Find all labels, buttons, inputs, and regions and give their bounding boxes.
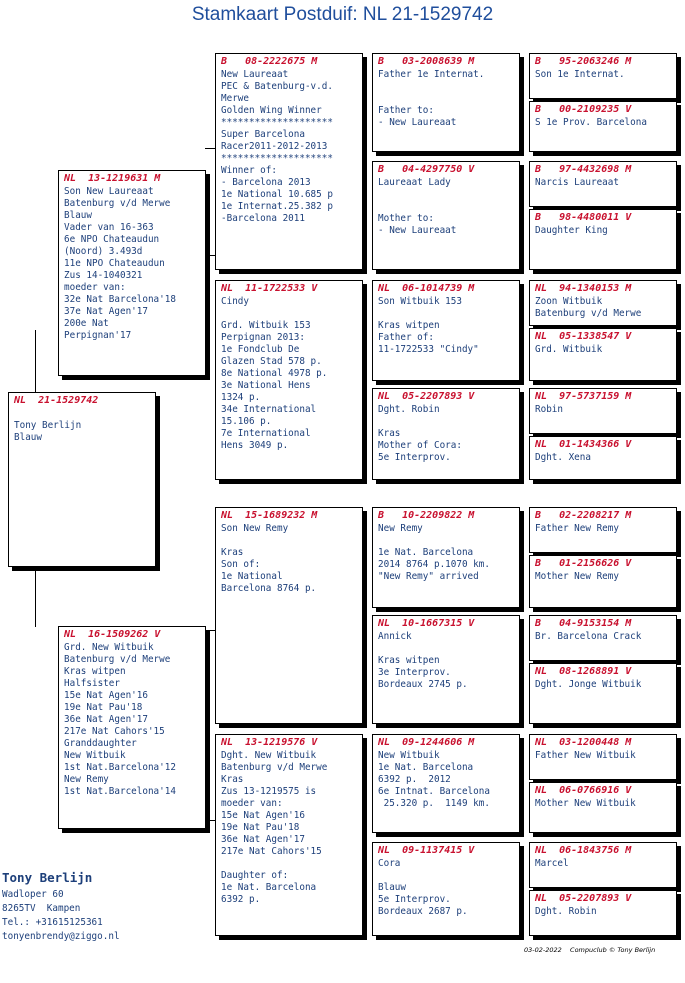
page-title: Stamkaart Postduif: NL 21-1529742 — [191, 4, 494, 25]
pigeon-details: Cora Blauw 5e Interprov. Bordeaux 2687 p. — [378, 858, 468, 917]
connector-line — [205, 148, 215, 149]
pigeon-details: Zoon Witbuik Batenburg v/d Merwe — [535, 296, 642, 319]
ring-number: B 00-2109235 V — [535, 104, 632, 115]
pedigree-box-sire-sire — [215, 53, 363, 270]
pedigree-box-g8 — [529, 436, 677, 480]
pedigree-box-g2 — [529, 101, 677, 152]
footer-credit: 03-02-2022 Compuclub © Tony Berlijn — [524, 946, 656, 954]
owner-street: Wadloper 60 — [2, 889, 64, 900]
pigeon-details: Mother New Witbuik — [535, 798, 636, 809]
pigeon-details: Father New Remy — [535, 523, 619, 534]
pigeon-details: New Witbuik 1e Nat. Barcelona 6392 p. 2012 6e Intnat. Barcelona 25.320 p. 1149 km. — [378, 750, 490, 809]
ring-number: NL 13-1219631 M — [64, 173, 161, 184]
pedigree-box-sire-dam — [215, 280, 363, 480]
ring-number: B 98-4480011 V — [535, 212, 632, 223]
pigeon-details: Robin — [535, 404, 563, 415]
pedigree-box-ddd — [372, 842, 520, 936]
pigeon-details: Son Witbuik 153 Kras witpen Father of: 11-1722533 "Cindy" — [378, 296, 479, 355]
pigeon-details: Grd. Witbuik — [535, 344, 603, 355]
ring-number: B 95-2063246 M — [535, 56, 632, 67]
pigeon-details: Tony Berlijn Blauw — [14, 420, 82, 443]
ring-number: B 03-2008639 M — [378, 56, 475, 67]
pedigree-box-g1 — [529, 53, 677, 99]
pigeon-details: Narcis Laureaat — [535, 177, 619, 188]
pedigree-box-ssd — [372, 161, 520, 270]
ring-number: NL 21-1529742 — [14, 395, 99, 406]
owner-name: Tony Berlijn — [2, 870, 93, 885]
ring-number: NL 08-1268891 V — [535, 666, 632, 677]
pigeon-details: Annick Kras witpen 3e Interprov. Bordeaux 2745 p. — [378, 631, 468, 690]
ring-number: NL 06-0766916 V — [535, 785, 632, 796]
ring-number: B 10-2209822 M — [378, 510, 475, 521]
pedigree-box-g10 — [529, 555, 677, 608]
connector-line — [205, 255, 215, 256]
ring-number: NL 05-1338547 V — [535, 331, 632, 342]
pedigree-box-sss — [372, 53, 520, 152]
connector-line — [205, 820, 215, 821]
pigeon-details: Son New Laureaat Batenburg v/d Merwe Blauw Vader van 16-363 6e NPO Chateaudun (Noord) 3.493d 11e NPO Chateaudun Zus 14-1040321 moeder van: 32e Nat Barcelona'18 37e Nat Agen'17 200e Nat Perpignan'17 — [64, 186, 176, 341]
ring-number: B 01-2156626 V — [535, 558, 632, 569]
ring-number: NL 05-2207893 V — [535, 893, 632, 904]
pigeon-details: Son New Remy Kras Son of: 1e National Barcelona 8764 p. — [221, 523, 317, 594]
pedigree-box-g12 — [529, 663, 677, 724]
pigeon-details: Father New Witbuik — [535, 750, 636, 761]
ring-number: NL 06-1843756 M — [535, 845, 632, 856]
pigeon-details: Grd. New Witbuik Batenburg v/d Merwe Kras witpen Halfsister 15e Nat Agen'16 19e Nat Pau'18 36e Nat Agen'17 217e Nat Cahors'15 Granddaughter New Witbuik 1st Nat.Barcelona'12 New Remy 1st Nat.Barcelona'14 — [64, 642, 176, 797]
owner-phone: Tel.: +31615125361 — [2, 917, 103, 928]
owner-city: 8265TV Kampen — [2, 903, 81, 914]
pedigree-box-dds — [372, 734, 520, 833]
pedigree-box-dam-sire — [215, 507, 363, 724]
ring-number: NL 11-1722533 V — [221, 283, 318, 294]
pedigree-box-g5 — [529, 280, 677, 326]
connector-line — [35, 330, 36, 393]
ring-number: NL 03-1200448 M — [535, 737, 632, 748]
pedigree-box-dsd — [372, 615, 520, 724]
ring-number: NL 94-1340153 M — [535, 283, 632, 294]
pedigree-box-sdd — [372, 388, 520, 480]
ring-number: NL 97-5737159 M — [535, 391, 632, 402]
ring-number: NL 16-1509262 V — [64, 629, 161, 640]
owner-email: tonyenbrendy@ziggo.nl — [2, 931, 120, 942]
ring-number: NL 05-2207893 V — [378, 391, 475, 402]
pigeon-details: Dght. Xena — [535, 452, 591, 463]
pedigree-box-g7 — [529, 388, 677, 434]
connector-line — [35, 565, 36, 627]
pedigree-box-sds — [372, 280, 520, 381]
pedigree-box-g11 — [529, 615, 677, 661]
pedigree-box-g4 — [529, 209, 677, 270]
connector-line — [205, 630, 215, 631]
ring-number: NL 15-1689232 M — [221, 510, 318, 521]
pigeon-details: Cindy Grd. Witbuik 153 Perpignan 2013: 1e Fondclub De Glazen Stad 578 p. 8e National 4978 p. 3e National Hens 1324 p. 34e International 15.106 p. 7e International Hens 3049 p. — [221, 296, 328, 451]
pigeon-details: Mother New Remy — [535, 571, 619, 582]
pigeon-details: New Laureaat PEC & Batenburg-v.d. Merwe Golden Wing Winner ******************** Super Barcelona Racer2011-2012-2013 ******************** Winner of: - Barcelona 2013 1e National 10.685 p 1e Internat.25.382 p -Barcelona 2011 — [221, 69, 333, 224]
ring-number: B 08-2222675 M — [221, 56, 318, 67]
pedigree-box-dss — [372, 507, 520, 608]
pedigree-box-g16 — [529, 890, 677, 936]
ring-number: NL 06-1014739 M — [378, 283, 475, 294]
pigeon-details: Dght. Robin Kras Mother of Cora: 5e Interprov. — [378, 404, 462, 463]
pedigree-box-g14 — [529, 782, 677, 833]
pedigree-box-g3 — [529, 161, 677, 207]
ring-number: B 02-2208217 M — [535, 510, 632, 521]
ring-number: NL 01-1434366 V — [535, 439, 632, 450]
pigeon-details: Dght. Robin — [535, 906, 597, 917]
pigeon-details: New Remy 1e Nat. Barcelona 2014 8764 p.1070 km. "New Remy" arrived — [378, 523, 490, 582]
pigeon-details: Marcel — [535, 858, 569, 869]
pigeon-details: Son 1e Internat. — [535, 69, 625, 80]
pedigree-box-g6 — [529, 328, 677, 381]
pigeon-details: Laureaat Lady Mother to: - New Laureaat — [378, 177, 457, 236]
pigeon-details: Daughter King — [535, 225, 608, 236]
ring-number: NL 10-1667315 V — [378, 618, 475, 629]
ring-number: NL 13-1219576 V — [221, 737, 318, 748]
ring-number: B 97-4432698 M — [535, 164, 632, 175]
ring-number: NL 09-1137415 V — [378, 845, 475, 856]
pigeon-details: S 1e Prov. Barcelona — [535, 117, 647, 128]
ring-number: B 04-9153154 M — [535, 618, 632, 629]
pedigree-box-dam — [58, 626, 206, 829]
pigeon-details: Dght. New Witbuik Batenburg v/d Merwe Kras Zus 13-1219575 is moeder van: 15e Nat Agen'16 19e Nat Pau'18 36e Nat Agen'17 217e Nat Cahors'15 Daughter of: 1e Nat. Barcelona 6392 p. — [221, 750, 328, 905]
pedigree-box-g15 — [529, 842, 677, 888]
pigeon-details: Dght. Jonge Witbuik — [535, 679, 642, 690]
pedigree-box-g9 — [529, 507, 677, 553]
pedigree-box-g13 — [529, 734, 677, 780]
ring-number: NL 09-1244606 M — [378, 737, 475, 748]
pigeon-details: Br. Barcelona Crack — [535, 631, 642, 642]
pedigree-box-subject — [8, 392, 156, 567]
ring-number: B 04-4297750 V — [378, 164, 475, 175]
pigeon-details: Father 1e Internat. Father to: - New Laureaat — [378, 69, 485, 128]
pedigree-box-sire — [58, 170, 206, 376]
pedigree-box-dam-dam — [215, 734, 363, 936]
